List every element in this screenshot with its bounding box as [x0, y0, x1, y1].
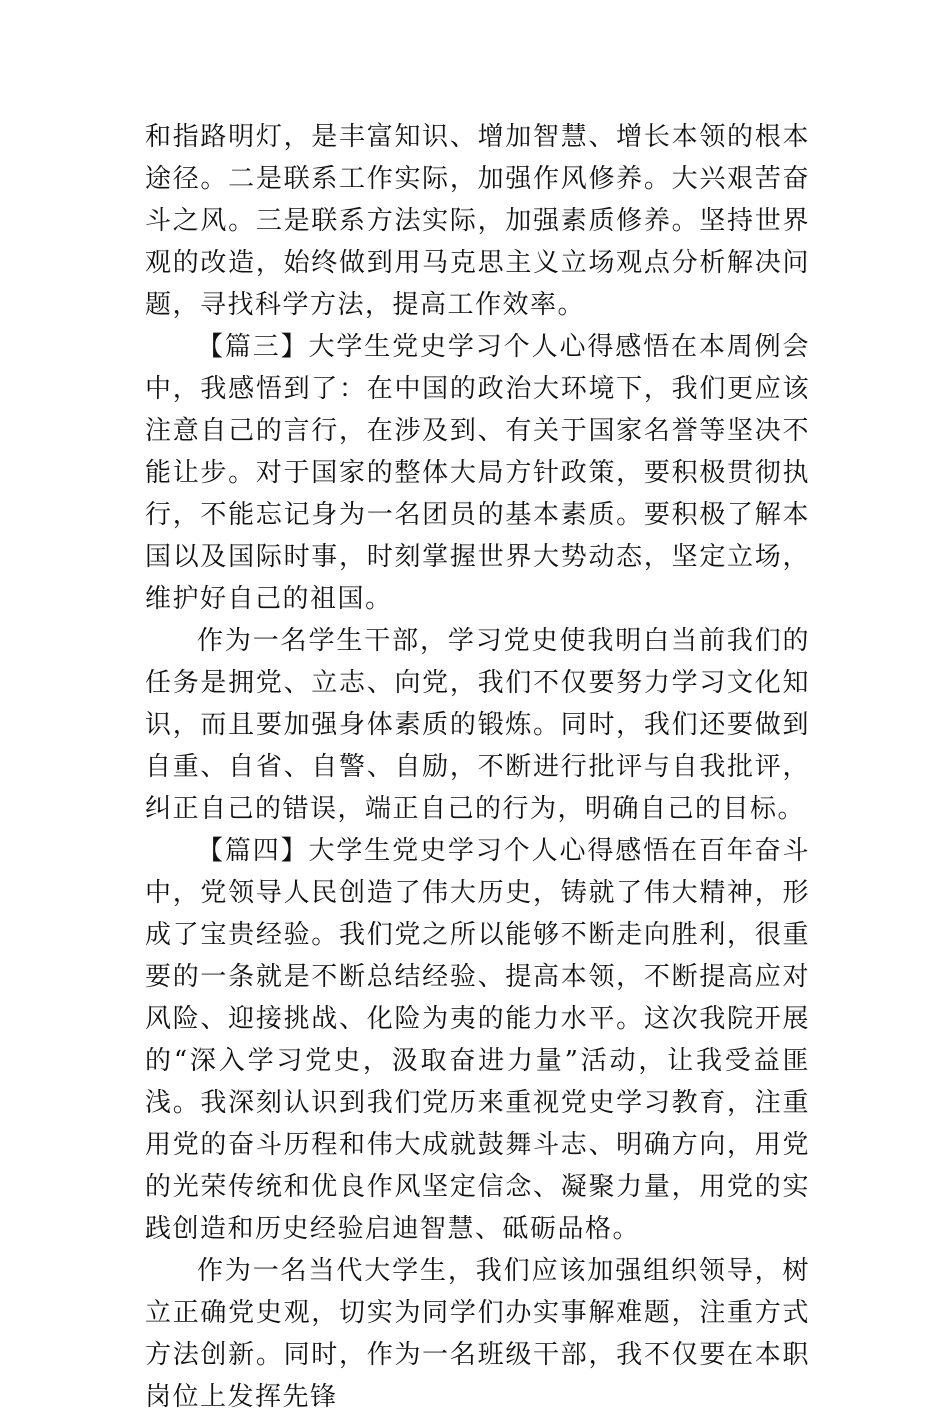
document-body	[145, 116, 810, 1418]
paragraph-part-three-intro: 【篇三】大学生党史学习个人心得感悟在本周例会中，我感悟到了：在中国的政治大环境下，我们更应该注意自己的言行，在涉及到、有关于国家名誉等坚决不能让步。对于国家的整体大局方针政策，要积极贯彻执行，不能忘记身为一名团员的基本素质。要积极了解本国以及国际时事，时刻掌握世界大势动态，坚定立场，维护好自己的祖国。	[145, 332, 810, 614]
paragraph-part-four-intro: 【篇四】大学生党史学习个人心得感悟在百年奋斗中，党领导人民创造了伟大历史，铸就了伟大精神，形成了宝贵经验。我们党之所以能够不断走向胜利，很重要的一条就是不断总结经验、提高本领，不断提高应对风险、迎接挑战、化险为夷的能力水平。这次我院开展的“深入学习党史，汲取奋进力量”活动，让我受益匪浅。我深刻认识到我们党历来重视党史学习教育，注重用党的奋斗历程和伟大成就鼓舞斗志、明确方向，用党的光荣传统和优良作风坚定信念、凝聚力量，用党的实践创造和历史经验启迪智慧、砥砺品格。	[145, 836, 810, 1244]
paragraph-contemporary-student: 作为一名当代大学生，我们应该加强组织领导，树立正确党史观，切实为同学们办实事解难题，注重方式方法创新。同时，作为一名班级干部，我不仅要在本职岗位上发挥先锋	[145, 1256, 810, 1412]
paragraph-continuation: 和指路明灯，是丰富知识、增加智慧、增长本领的根本途径。二是联系工作实际，加强作风修养。大兴艰苦奋斗之风。三是联系方法实际，加强素质修养。坚持世界观的改造，始终做到用马克思主义立场观点分析解决问题，寻找科学方法，提高工作效率。	[145, 122, 810, 320]
paragraph-student-cadre: 作为一名学生干部，学习党史使我明白当前我们的任务是拥党、立志、向党，我们不仅要努力学习文化知识，而且要加强身体素质的锻炼。同时，我们还要做到自重、自省、自警、自励，不断进行批评与自我批评，纠正自己的错误，端正自己的行为，明确自己的目标。	[145, 626, 810, 824]
